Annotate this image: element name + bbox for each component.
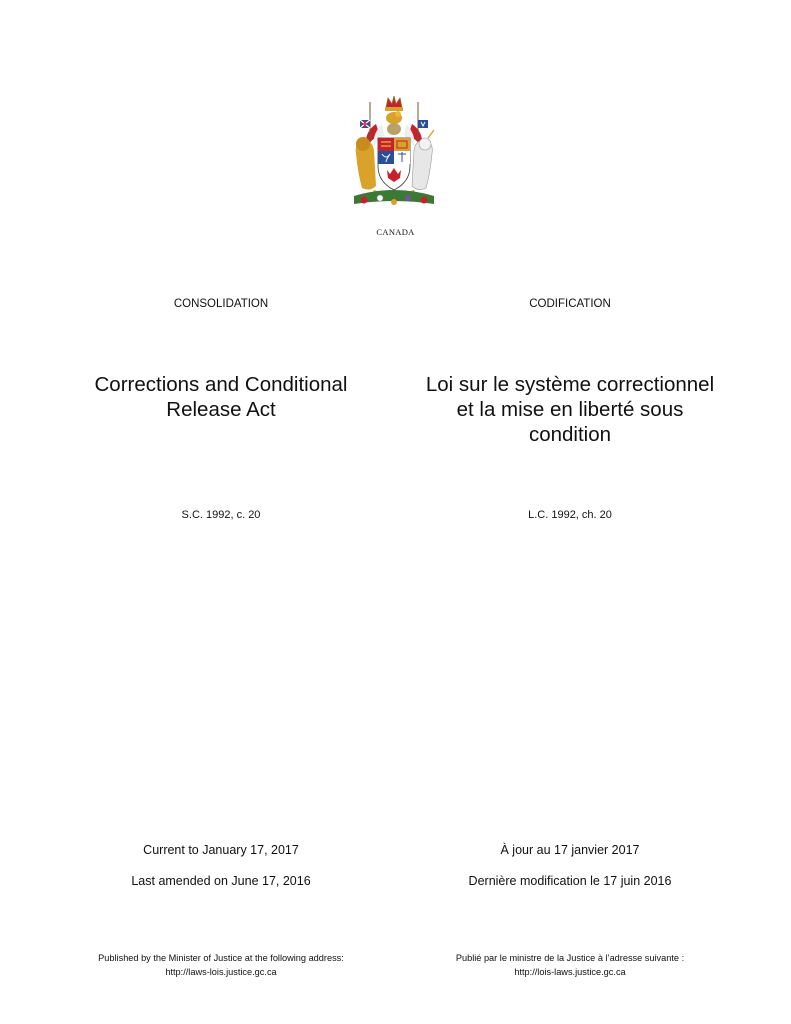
last-amended-french: Dernière modification le 17 juin 2016	[468, 874, 672, 888]
country-label: CANADA	[376, 227, 415, 237]
act-title-french	[418, 372, 722, 447]
website-link[interactable]: http://laws-lois.justice.gc.ca	[165, 967, 277, 977]
title-line: Loi sur le système correctionnel	[425, 373, 715, 396]
current-to-french: À jour au 17 janvier 2017	[500, 843, 640, 857]
title-line: Release Act	[166, 398, 276, 421]
published-by-text: Publié par le ministre de la Justice à l’adresse suivante :	[455, 953, 685, 963]
publisher-note-french	[418, 951, 722, 979]
codification-label: CODIFICATION	[529, 298, 611, 310]
english-column	[70, 0, 372, 1024]
title-line: Corrections and Conditional	[94, 373, 348, 396]
website-link[interactable]: http://lois-laws.justice.gc.ca	[514, 967, 626, 977]
title-line: condition	[528, 423, 612, 446]
citation-english: S.C. 1992, c. 20	[181, 509, 261, 521]
last-amended-english: Last amended on June 17, 2016	[131, 874, 311, 888]
title-line: et la mise en liberté sous	[456, 398, 684, 421]
act-title-english	[70, 372, 372, 422]
citation-french: L.C. 1992, ch. 20	[528, 509, 612, 521]
consolidation-label: CONSOLIDATION	[173, 298, 269, 310]
french-column	[418, 0, 722, 1024]
current-to-english: Current to January 17, 2017	[143, 843, 299, 857]
publisher-note-english	[70, 951, 372, 979]
published-by-text: Published by the Minister of Justice at the following address:	[98, 953, 344, 963]
